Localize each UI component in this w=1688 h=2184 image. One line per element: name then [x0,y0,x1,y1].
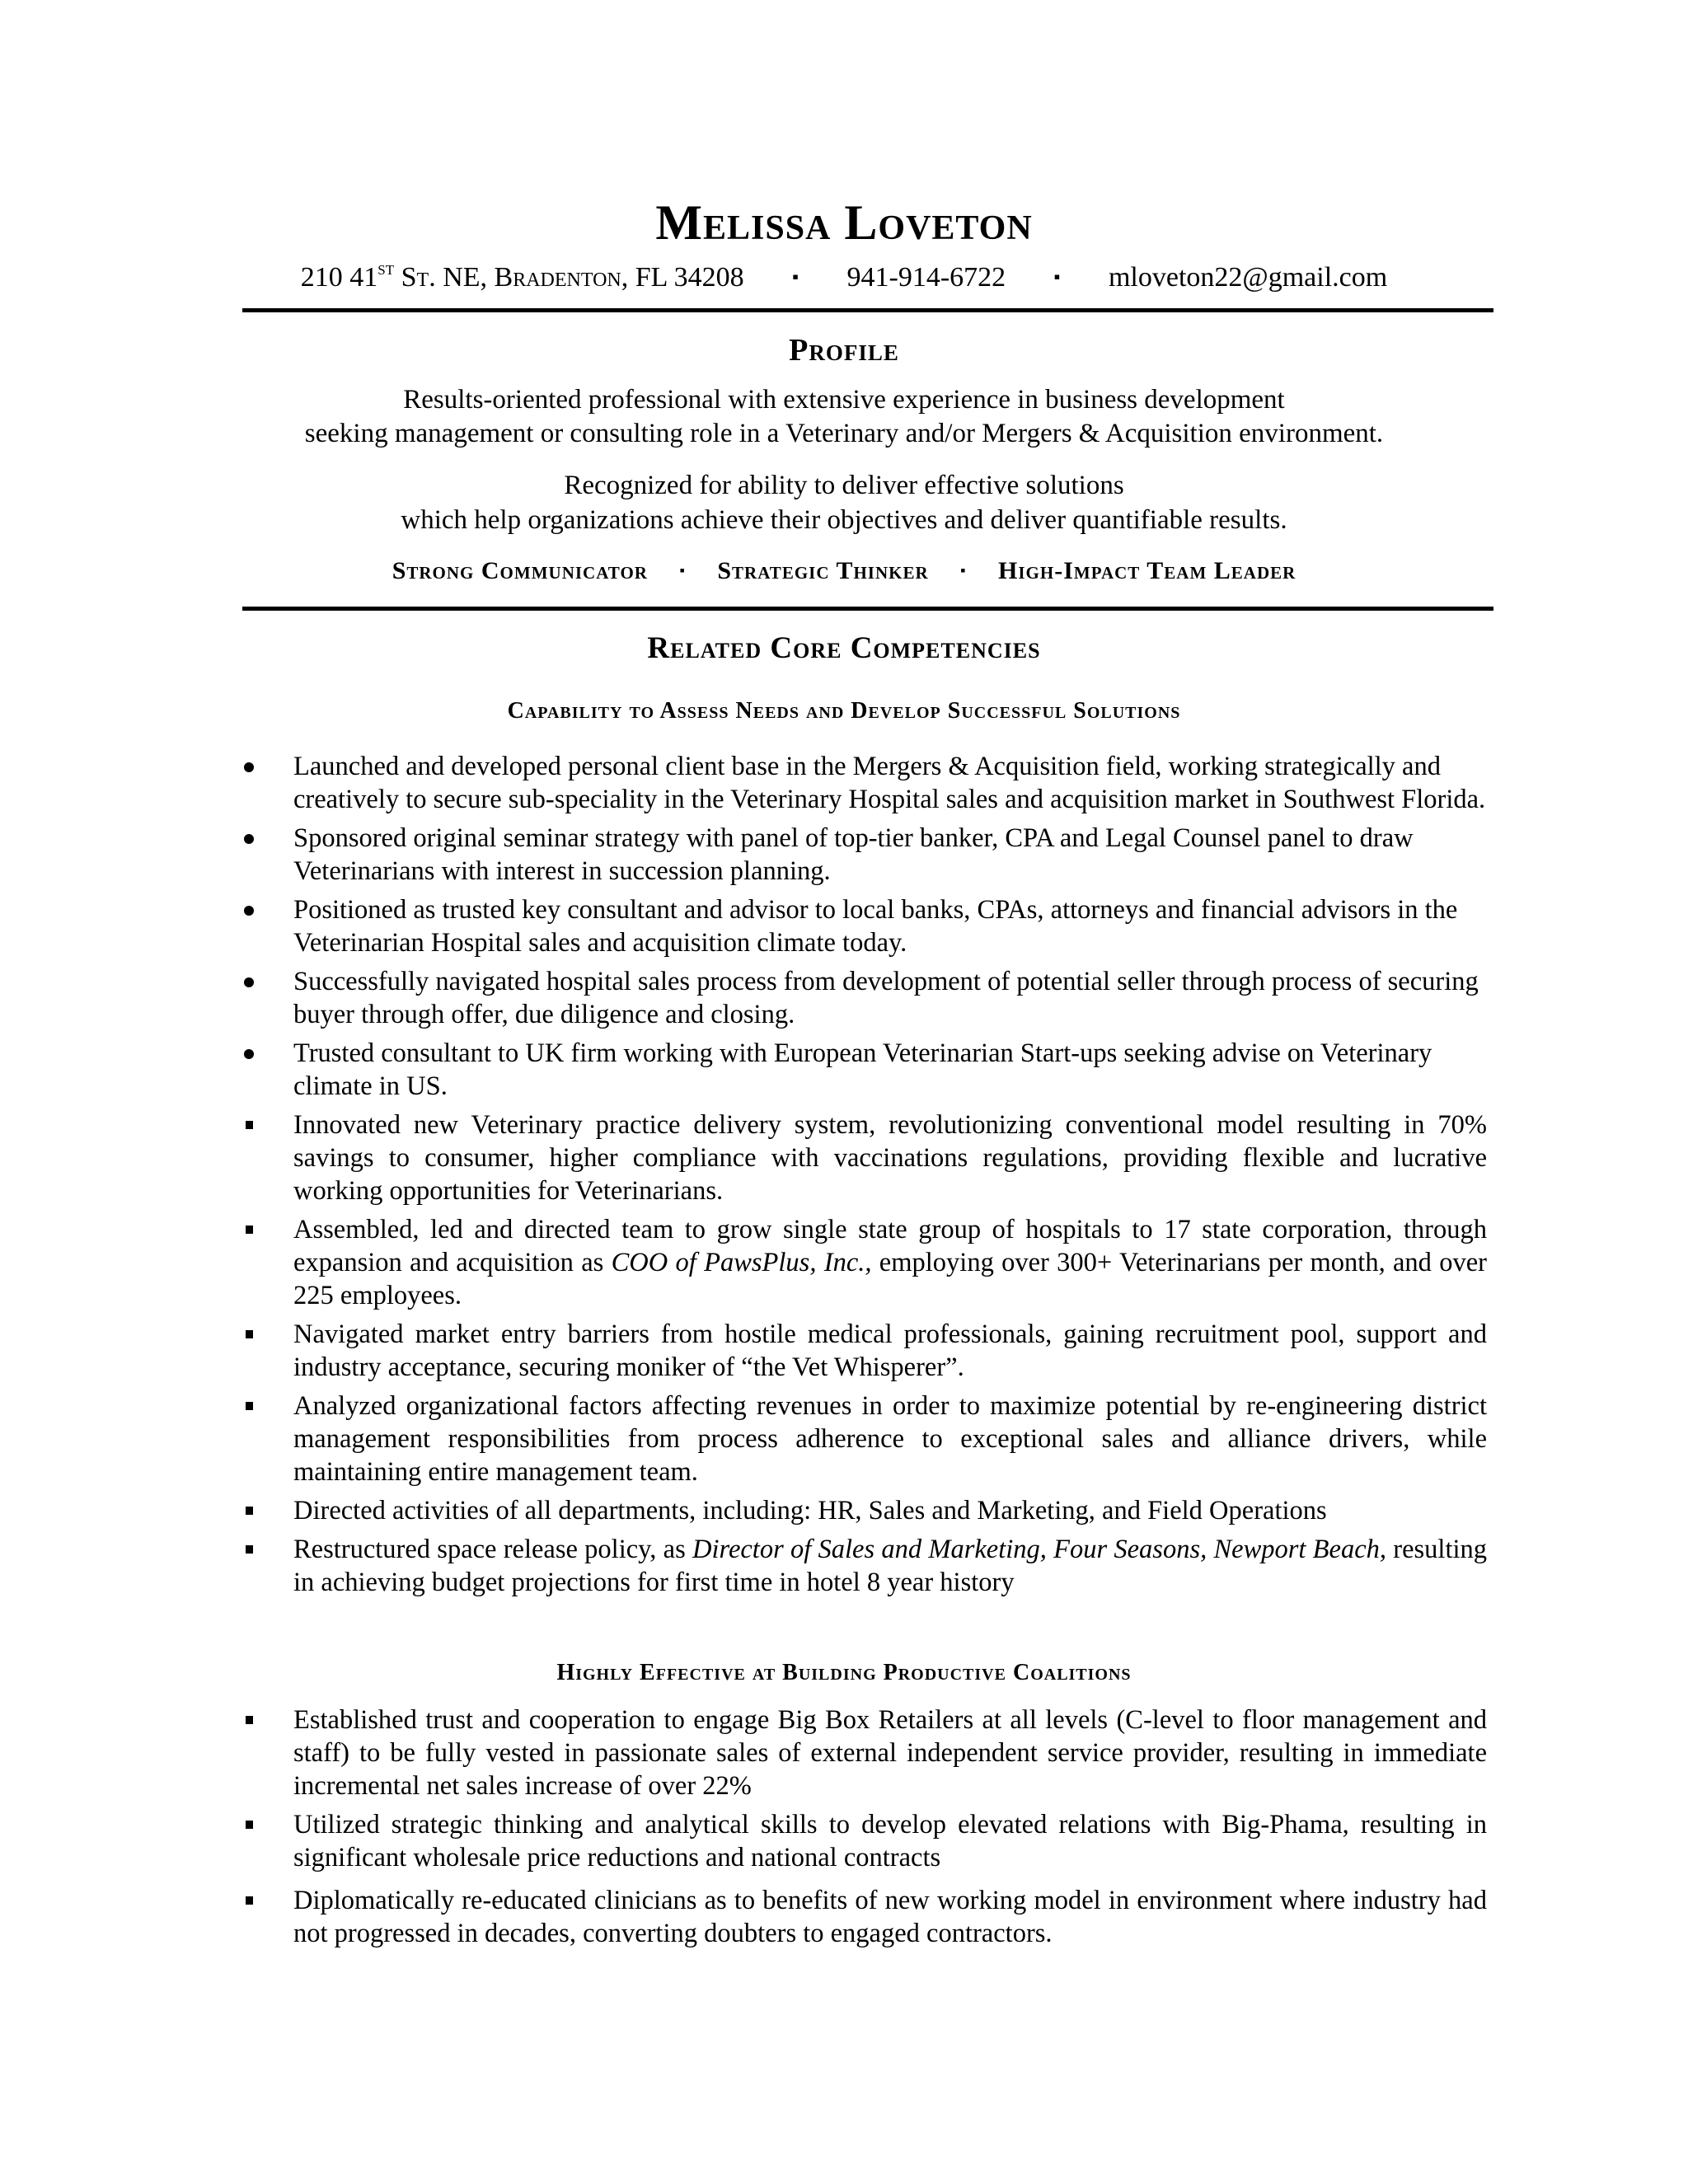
bullet-item [242,1318,1487,1384]
separator-icon: ▪ [1053,266,1061,287]
candidate-name: Melissa Loveton [655,195,1033,250]
separator-icon: ▪ [960,562,967,579]
bullet-text: Sponsored original seminar strategy with panel of top-tier banker, CPA and Legal Counsel panel to draw Veterinarians with interest in succession planning. [293,823,1414,886]
bullet-text: Diplomatically re-educated clinicians as to benefits of new working model in environment where industry had not progressed in decades, converting doubters to engaged contractors. [293,1886,1487,1948]
bullet-item [242,1704,1487,1802]
bullet-item [242,1213,1487,1312]
bullet-text: Analyzed organizational factors affecting revenues in order to maximize potential by re-engineering district management responsibilities from process adherence to exceptional sales and alliance drivers, while maintaining entire management team. [293,1391,1487,1487]
bullet-text: resulting in achieving budget projections for first time in hotel 8 year history [293,1535,1488,1597]
bullet-text: Trusted consultant to UK firm working with European Veterinarian Start-ups seeking advise on Veterinary climate in US. [293,1038,1432,1101]
bullet-item [242,1494,1487,1527]
competency-group-heading: Highly Effective at Building Productive Coalitions [556,1660,1132,1685]
bullet-item [242,893,1487,959]
bullet-text: Successfully navigated hospital sales process from development of potential seller through process of securing buyer through offer, due diligence and closing. [293,967,1479,1029]
bullet-item [242,965,1487,1031]
bullet-text: Assembled, led and directed team to grow single state group of hospitals to 17 state corporation, through expansion and acquisition as [293,1215,1487,1277]
trait: High-Impact Team Leader [998,557,1296,584]
bullet-text: Launched and developed personal client base in the Mergers & Acquisition field, working strategically and creatively to secure sub-speciality in the Veterinary Hospital sales and acquisition market in Southwest Florida. [293,752,1486,814]
bullet-item [242,1808,1487,1874]
competency-list [242,1704,1487,1956]
address-number: 210 41 [300,262,378,293]
bullet-emphasis: Director of Sales and Marketing, Four Seasons, Newport Beach, [692,1535,1387,1564]
profile-para2-line2: which help organizations achieve their objectives and deliver quantifiable results. [401,505,1287,535]
bullet-item [242,1533,1487,1599]
trait: Strategic Thinker [717,557,929,584]
profile-para1-line2: seeking management or consulting role in a Veterinary and/or Mergers & Acquisition environment. [304,419,1384,448]
profile-title: Profile [789,333,899,368]
separator-icon: ▪ [792,266,799,287]
address [301,262,744,293]
bullet-item [242,1884,1487,1950]
competencies-title: Related Core Competencies [647,631,1041,665]
bullet-text: Positioned as trusted key consultant and advisor to local banks, CPAs, attorneys and financial advisors in the Veterinarian Hospital sales and acquisition climate today. [293,895,1458,958]
bullet-text: Established trust and cooperation to engage Big Box Retailers at all levels (C-level to floor management and staff) to be fully vested in passionate sales of external independent service provider, resulting in immediate incremental net sales increase of over 22% [293,1705,1487,1801]
bullet-text: employing over 300+ Veterinarians per month, and over 225 employees. [293,1248,1487,1310]
competency-group-heading: Capability to Assess Needs and Develop Successful Solutions [507,698,1181,724]
bullet-text: Navigated market entry barriers from hostile medical professionals, gaining recruitment pool, support and industry acceptance, securing moniker of “the Vet Whisperer”. [293,1319,1487,1382]
address-street: St. NE, Bradenton, FL 34208 [394,262,744,293]
competency-list [242,750,1487,1605]
trait: Strong Communicator [392,557,648,584]
bullet-item [242,750,1487,816]
bullet-item [242,1108,1487,1207]
divider [242,607,1493,611]
email: mloveton22@gmail.com [1108,262,1388,293]
phone: 941-914-6722 [846,262,1006,293]
bullet-text: Innovated new Veterinary practice delivery system, revolutionizing conventional model resulting in 70% savings to consumer, higher compliance with vaccinations regulations, providing flexible and lucrative working opportunities for Veterinarians. [293,1110,1487,1206]
key-traits [0,554,1688,588]
contact-line [0,257,1688,298]
bullet-emphasis: COO of PawsPlus, Inc., [611,1248,872,1277]
address-suffix: ST [377,262,395,278]
bullet-item [242,1390,1487,1488]
bullet-text: Restructured space release policy, as [293,1535,693,1564]
profile-para2-line1: Recognized for ability to deliver effective solutions [564,471,1124,500]
profile-para1-line1: Results-oriented professional with extensive experience in business development [403,385,1285,415]
bullet-text: Utilized strategic thinking and analytical skills to develop elevated relations with Big-Phama, resulting in significant wholesale price reductions and national contracts [293,1810,1487,1872]
bullet-text: Directed activities of all departments, including: HR, Sales and Marketing, and Field Operations [293,1496,1327,1526]
bullet-item [242,1037,1487,1103]
divider [242,308,1493,312]
bullet-item [242,822,1487,888]
separator-icon: ▪ [679,562,686,579]
